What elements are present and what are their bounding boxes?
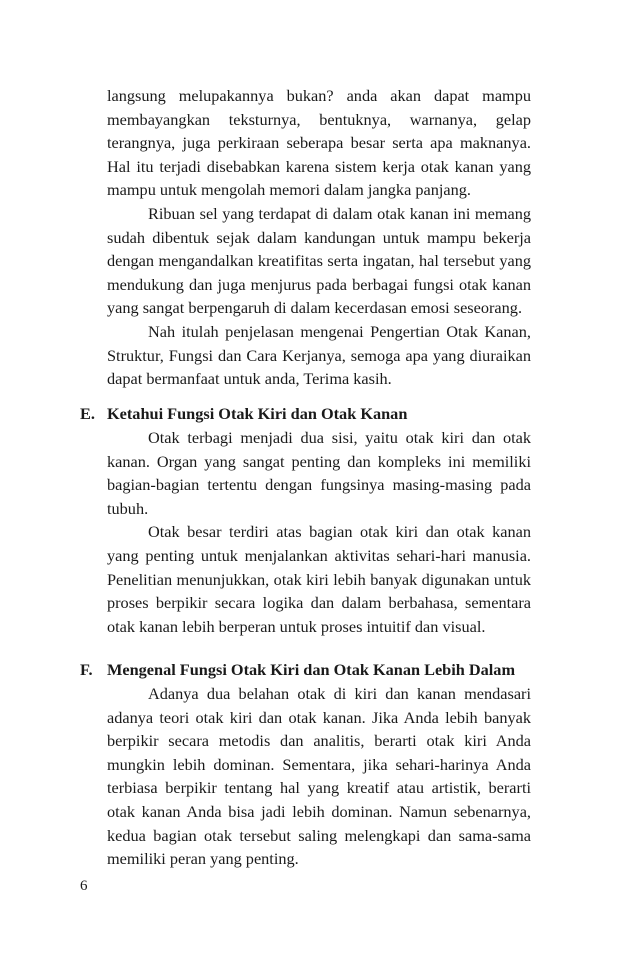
paragraph-ribuan-sel: Ribuan sel yang terdapat di dalam otak kanan ini memang sudah dibentuk sejak dalam kandungan untuk mampu bekerja dengan mengandalkan kreatifitas serta ingatan, hal tersebut yang mendukung dan juga menjurus pada berbagai fungsi otak kanan yang sangat berpengaruh di dalam kecerdasan emosi seseorang. [107, 203, 531, 318]
section-f-heading [80, 658, 540, 682]
section-f-paragraph-1: Adanya dua belahan otak di kiri dan kanan mendasari adanya teori otak kiri dan otak kanan. Jika Anda lebih banyak berpikir secara metodis dan analitis, berarti otak kiri Anda mungkin lebih dominan. Sementara, jika sehari-harinya Anda terbiasa berpikir tentang hal yang kreatif atau artistik, berarti otak kanan Anda bisa jadi lebih dominan. Namun sebenarnya, kedua bagian otak tersebut saling melengkapi dan sama-sama memiliki peran yang penting. [107, 684, 531, 869]
section-e-letter: E. [80, 404, 95, 423]
section-e-title: Ketahui Fungsi Otak Kiri dan Otak Kanan [107, 404, 408, 423]
section-e-paragraph-1: Otak terbagi menjadi dua sisi, yaitu otak kiri dan otak kanan. Organ yang sangat penting dan kompleks ini memiliki bagian-bagian tertentu dengan fungsinya masing-masing pada tubuh. [107, 428, 531, 518]
section-e-paragraph-2: Otak besar terdiri atas bagian otak kiri dan otak kanan yang penting untuk menjalankan aktivitas sehari-hari manusia. Penelitian menunjukkan, otak kiri lebih banyak digunakan untuk proses berpikir secara logika dan dalam berbahasa, sementara otak kanan lebih berperan untuk proses intuitif dan visual. [107, 522, 531, 636]
section-e-body [107, 426, 531, 638]
section-e-heading [80, 402, 540, 426]
section-f-letter: F. [80, 660, 93, 679]
section-f-body [107, 682, 531, 871]
paragraph-closing: Nah itulah penjelasan mengenai Pengertian Otak Kanan, Struktur, Fungsi dan Cara Kerjanya, semoga apa yang diuraikan dapat bermanfaat untuk anda, Terima kasih. [107, 321, 531, 389]
top-text-block [107, 84, 531, 391]
page-number: 6 [80, 878, 88, 894]
paragraph-continuation: langsung melupakannya bukan? anda akan dapat mampu membayangkan teksturnya, bentuknya, warnanya, gelap terangnya, juga perkiraan seberapa besar serta apa maknanya. Hal itu terjadi disebabkan karena sistem kerja otak kanan yang mampu untuk mengolah memori dalam jangka panjang. [107, 86, 531, 200]
section-f-title: Mengenal Fungsi Otak Kiri dan Otak Kanan Lebih Dalam [107, 660, 516, 679]
